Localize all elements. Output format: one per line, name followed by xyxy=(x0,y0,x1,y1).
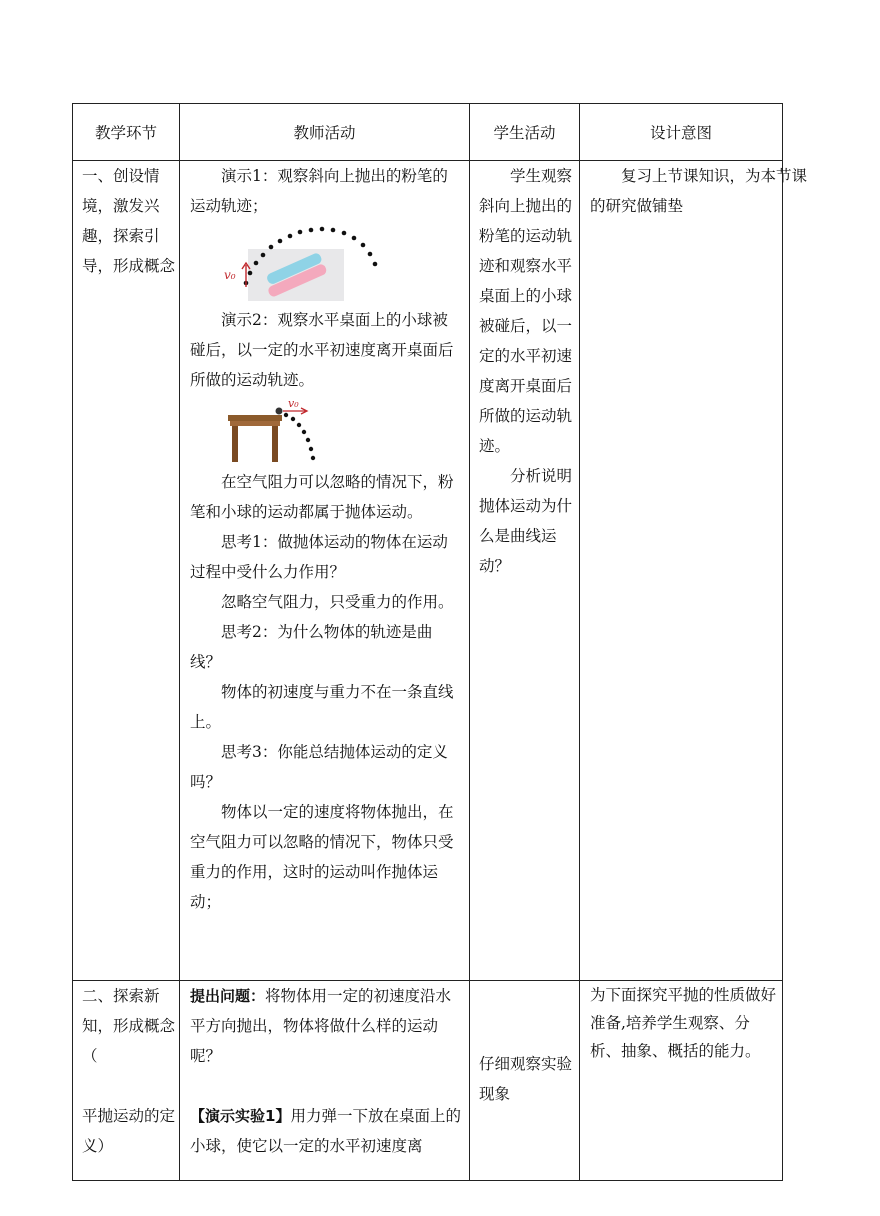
stage2-text-b: 平抛运动的定义） xyxy=(82,1107,176,1155)
lesson-plan-page xyxy=(72,103,808,1155)
student-observe-experiment: 仔细观察实验现象 xyxy=(479,1055,573,1103)
header-student-activity: 学生活动 xyxy=(470,104,580,161)
experiment-label: 【演示实验1】 xyxy=(190,1107,291,1125)
stage-text: 一、创设情境，激发兴趣，探索引导，形成概念 xyxy=(82,167,176,275)
header-row xyxy=(73,104,783,161)
demo2-text: 演示2：观察水平桌面上的小球被碰后，以一定的水平初速度离开桌面后所做的运动轨迹。 xyxy=(190,311,454,389)
v0-label: v₀ xyxy=(224,268,236,282)
question2: 思考2：为什么物体的轨迹是曲线？ xyxy=(190,623,433,671)
stage2-text-a: 二、探索新知，形成概念（ xyxy=(82,987,176,1065)
v0-label-2: v₀ xyxy=(288,397,299,410)
student-activity-cell-2 xyxy=(470,981,580,1181)
stage-cell xyxy=(73,161,180,981)
lesson-plan-table xyxy=(72,103,808,1181)
chalk-trajectory-figure xyxy=(220,225,400,301)
projectile-note: 在空气阻力可以忽略的情况下，粉笔和小球的运动都属于抛体运动。 xyxy=(190,473,454,521)
question1: 思考1：做抛体运动的物体在运动过程中受什么力作用？ xyxy=(190,533,448,581)
header-teacher-activity: 教师活动 xyxy=(180,104,470,161)
demo1-text: 演示1：观察斜向上抛出的粉笔的运动轨迹； xyxy=(190,167,448,215)
problem-label: 提出问题： xyxy=(190,987,266,1005)
design-intent-cell xyxy=(580,161,808,981)
problem-text: 将物体用一定的初速度沿水平方向抛出，物体将做什么样的运动呢？ xyxy=(190,987,452,1065)
stage-cell-2 xyxy=(73,981,180,1181)
table-row xyxy=(73,161,783,981)
teacher-activity-cell-2 xyxy=(180,981,470,1181)
ball-trajectory-dots xyxy=(284,413,315,460)
design-intent-text-2: 为下面探究平抛的性质做好准备,培养学生观察、分析、抽象、概括的能力。 xyxy=(590,986,777,1060)
student-observe-text: 学生观察斜向上抛出的粉笔的运动轨迹和观察水平桌面上的小球被碰后，以一定的水平初速度离开桌面后所做的运动轨迹。 xyxy=(479,167,573,455)
teacher-activity-cell xyxy=(180,161,470,981)
header-stage: 教学环节 xyxy=(73,104,180,161)
design-intent-text: 复习上节课知识，为本节课的研究做铺垫 xyxy=(590,167,808,215)
answer1: 忽略空气阻力，只受重力的作用。 xyxy=(221,593,454,611)
table-ball-figure xyxy=(226,399,336,465)
design-intent-cell-2 xyxy=(580,981,783,1181)
student-analyze-text: 分析说明抛体运动为什么是曲线运动？ xyxy=(479,467,573,575)
answer2: 物体的初速度与重力不在一条直线上。 xyxy=(190,683,454,731)
table-row xyxy=(73,981,783,1181)
student-activity-cell xyxy=(470,161,580,981)
question3: 思考3：你能总结抛体运动的定义吗？ xyxy=(190,743,448,791)
answer3: 物体以一定的速度将物体抛出，在空气阻力可以忽略的情况下，物体只受重力的作用，这时的运动叫作抛体运动； xyxy=(190,803,454,911)
experiment-text: 用力弹一下放在桌面上的小球，使它以一定的水平初速度离 xyxy=(190,1107,461,1155)
header-design-intent: 设计意图 xyxy=(580,104,783,161)
